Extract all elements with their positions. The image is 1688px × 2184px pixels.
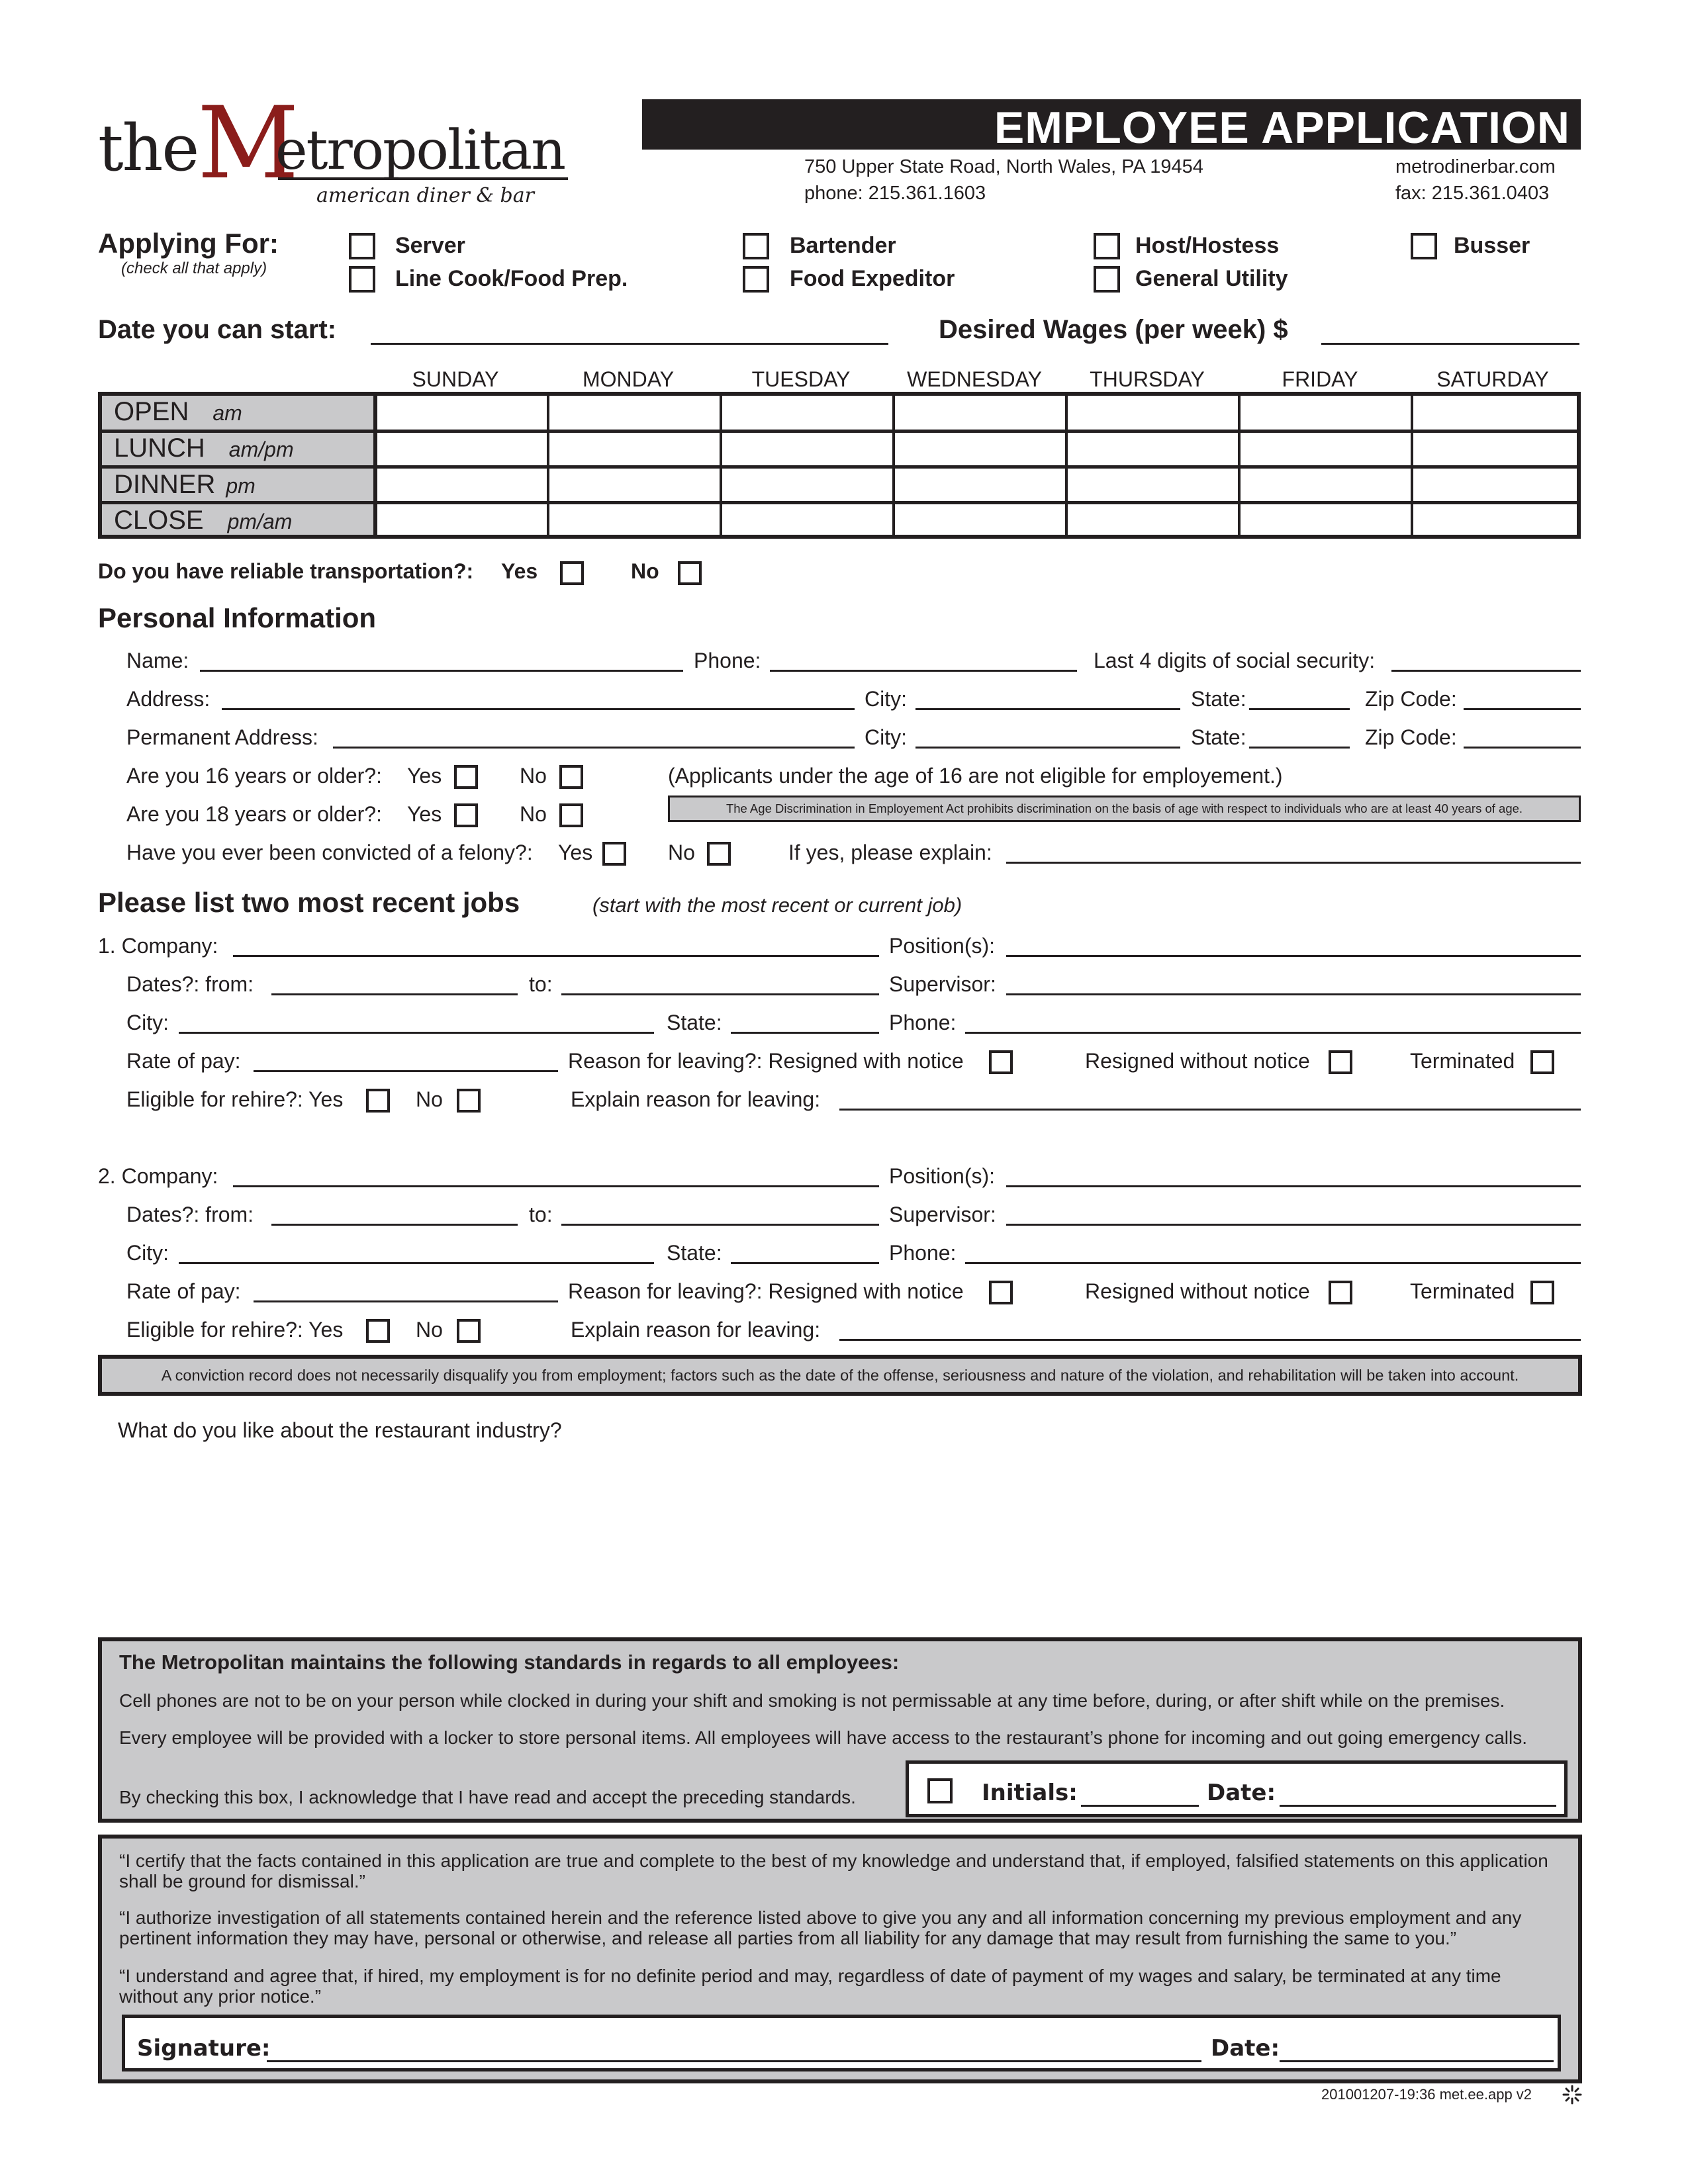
city-label: City:: [865, 687, 907, 711]
job2-reason-label: Reason for leaving?: Resigned with notice: [568, 1279, 964, 1303]
transport-yes-checkbox[interactable]: [560, 561, 584, 585]
grid-line: [1065, 396, 1068, 535]
job2-position-label: Position(s):: [889, 1164, 996, 1188]
transport-question: Do you have reliable transportation?:: [98, 559, 474, 583]
footer-version: 201001207-19:36 met.ee.app v2: [1321, 2086, 1532, 2103]
job2-rate-label: Rate of pay:: [126, 1279, 241, 1303]
grid-line: [892, 396, 895, 535]
job1-supervisor-field[interactable]: [1006, 993, 1581, 995]
felony-yes-label: Yes: [558, 841, 593, 864]
shift-lunch: LUNCH am/pm: [114, 433, 294, 463]
age18-yes-checkbox[interactable]: [454, 803, 478, 827]
job2-company-field[interactable]: [233, 1185, 879, 1187]
logo-tagline: american diner & bar: [316, 184, 534, 207]
job1-to-label: to:: [529, 972, 553, 996]
job1-with-notice-checkbox[interactable]: [989, 1050, 1013, 1074]
age16-no-checkbox[interactable]: [559, 765, 583, 789]
shift-open: OPEN am: [114, 397, 242, 426]
under16-note: (Applicants under the age of 16 are not eligible for employement.): [668, 764, 1283, 788]
industry-answer-area[interactable]: [118, 1449, 1581, 1615]
felony-explain-label: If yes, please explain:: [788, 841, 992, 864]
job1-rehire-no-label: No: [416, 1087, 443, 1111]
job2-without-notice-checkbox[interactable]: [1329, 1281, 1352, 1304]
title-bar: [642, 99, 1581, 153]
certify-box: [98, 1835, 1582, 2083]
age18-yes-label: Yes: [407, 802, 442, 826]
age16-no-label: No: [520, 764, 547, 788]
day-friday: FRIDAY: [1282, 367, 1358, 391]
standards-p2: Every employee will be provided with a locker to store personal items. All employees will have access to the restaurant’s phone for incoming and out going emergency calls.: [119, 1727, 1528, 1748]
age16-yes-label: Yes: [407, 764, 442, 788]
job2-supervisor-field[interactable]: [1006, 1224, 1581, 1226]
general-utility-checkbox[interactable]: [1094, 266, 1120, 293]
felony-explain-field[interactable]: [1006, 862, 1581, 864]
job1-explain-label: Explain reason for leaving:: [571, 1087, 821, 1111]
phone-field[interactable]: [770, 670, 1077, 672]
jobs-heading: Please list two most recent jobs: [98, 887, 520, 918]
line-cook-checkbox[interactable]: [349, 266, 375, 293]
busser-label: Busser: [1454, 233, 1530, 258]
job2-city-field[interactable]: [179, 1262, 654, 1264]
job1-to-field[interactable]: [561, 993, 879, 995]
age18-no-label: No: [520, 802, 547, 826]
job1-company-field[interactable]: [233, 955, 879, 957]
day-saturday: SATURDAY: [1436, 367, 1549, 391]
job1-city-label: City:: [126, 1011, 169, 1034]
grid-line: [1238, 396, 1241, 535]
job1-position-field[interactable]: [1006, 955, 1581, 957]
grid-line: [102, 430, 1577, 433]
day-thursday: THURSDAY: [1090, 367, 1205, 391]
industry-question: What do you like about the restaurant industry?: [118, 1418, 562, 1442]
job2-explain-field[interactable]: [839, 1339, 1581, 1341]
restaurant-phone: phone: 215.361.1603: [804, 183, 986, 204]
age16-yes-checkbox[interactable]: [454, 765, 478, 789]
job1-rehire-yes-checkbox[interactable]: [366, 1089, 390, 1113]
job2-phone-field[interactable]: [965, 1262, 1581, 1264]
perm-city-field[interactable]: [915, 747, 1180, 749]
name-label: Name:: [126, 649, 189, 672]
start-date-label: Date you can start:: [98, 315, 337, 344]
address-label: Address:: [126, 687, 211, 711]
shift-close: CLOSE pm/am: [114, 506, 293, 535]
perm-city-label: City:: [865, 725, 907, 749]
job2-rehire-no-checkbox[interactable]: [457, 1319, 481, 1343]
logo-underline: [278, 177, 568, 180]
job1-phone-field[interactable]: [965, 1032, 1581, 1034]
age18-question: Are you 18 years or older?:: [126, 802, 382, 826]
initials-label: Initials:: [982, 1780, 1078, 1806]
spark-icon: [1562, 2085, 1582, 2105]
ssn-field[interactable]: [1391, 670, 1581, 672]
signature-box: [122, 2015, 1561, 2071]
age18-no-checkbox[interactable]: [559, 803, 583, 827]
felony-no-label: No: [668, 841, 695, 864]
standards-date-label: Date:: [1207, 1780, 1276, 1806]
grid-line: [720, 396, 722, 535]
perm-state-label: State:: [1191, 725, 1246, 749]
signature-field[interactable]: [267, 2060, 1201, 2062]
standards-heading: The Metropolitan maintains the following standards in regards to all employees:: [119, 1651, 900, 1674]
perm-address-label: Permanent Address:: [126, 725, 318, 749]
restaurant-website: metrodinerbar.com: [1395, 156, 1556, 177]
certify-p2: “I authorize investigation of all statements contained herein and the reference listed above to give you any and all information concerning my previous employment and any pertinent information they may have, personal or otherwise, and release all parties from all liability for any damage that may result from furnishing the same to you.”: [119, 1907, 1522, 1948]
signature-date-label: Date:: [1211, 2035, 1280, 2062]
job1-from-field[interactable]: [271, 993, 518, 995]
job1-supervisor-label: Supervisor:: [889, 972, 996, 996]
applying-for-label: Applying For:: [98, 228, 279, 259]
perm-zip-field[interactable]: [1464, 747, 1581, 749]
schedule-grid: [98, 392, 1581, 539]
general-utility-label: General Utility: [1135, 266, 1288, 291]
job1-phone-label: Phone:: [889, 1011, 957, 1034]
certify-p3: “I understand and agree that, if hired, my employment is for no definite period and may, regardless of date of payment of my wages and salary, be terminated at any time without any prior notice.”: [119, 1966, 1501, 2007]
start-date-field[interactable]: [371, 343, 888, 345]
ssn-label: Last 4 digits of social security:: [1094, 649, 1376, 672]
grid-line: [102, 465, 1577, 469]
logo-m: M: [197, 86, 299, 201]
signature-label: Signature:: [137, 2035, 271, 2062]
job2-state-label: State:: [667, 1241, 722, 1265]
job2-phone-label: Phone:: [889, 1241, 957, 1265]
initials-field[interactable]: [1081, 1805, 1199, 1807]
job2-from-field[interactable]: [271, 1224, 518, 1226]
felony-question: Have you ever been convicted of a felony?:: [126, 841, 533, 864]
job1-dates-label: Dates?: from:: [126, 972, 254, 996]
perm-address-field[interactable]: [333, 747, 855, 749]
page-title: EMPLOYEE APPLICATION: [994, 103, 1570, 153]
job1-rate-field[interactable]: [254, 1070, 558, 1072]
bartender-checkbox[interactable]: [743, 233, 769, 259]
host-checkbox[interactable]: [1094, 233, 1120, 259]
busser-checkbox[interactable]: [1411, 233, 1437, 259]
restaurant-fax: fax: 215.361.0403: [1395, 183, 1550, 204]
day-sunday: SUNDAY: [412, 367, 499, 391]
job2-company-label: 2. Company:: [98, 1164, 218, 1188]
job1-company-label: 1. Company:: [98, 934, 218, 958]
job1-without-notice-checkbox[interactable]: [1329, 1050, 1352, 1074]
bartender-label: Bartender: [790, 233, 896, 258]
job1-state-field[interactable]: [731, 1032, 879, 1034]
job2-terminated-label: Terminated: [1410, 1279, 1515, 1303]
acknowledge-box: [906, 1760, 1568, 1817]
transport-yes-label: Yes: [501, 559, 538, 583]
address-field[interactable]: [222, 708, 855, 710]
job1-without-notice-label: Resigned without notice: [1085, 1049, 1310, 1073]
job2-to-label: to:: [529, 1203, 553, 1226]
phone-label: Phone:: [694, 649, 761, 672]
jobs-subheading: (start with the most recent or current job): [592, 893, 962, 917]
job1-city-field[interactable]: [179, 1032, 654, 1034]
day-monday: MONDAY: [582, 367, 675, 391]
conviction-note: A conviction record does not necessarily disqualify you from employment; factors such as the date of the offense, seriousness and nature of the violation, and rehabilitation will be taken into account.: [98, 1355, 1582, 1396]
job2-dates-label: Dates?: from:: [126, 1203, 254, 1226]
job1-position-label: Position(s):: [889, 934, 996, 958]
perm-zip-label: Zip Code:: [1365, 725, 1457, 749]
job1-rehire-label: Eligible for rehire?: Yes: [126, 1087, 344, 1111]
acknowledge-checkbox[interactable]: [927, 1778, 953, 1803]
job2-rehire-label: Eligible for rehire?: Yes: [126, 1318, 344, 1342]
day-tuesday: TUESDAY: [751, 367, 851, 391]
job2-rate-field[interactable]: [254, 1300, 558, 1302]
standards-box: [98, 1637, 1582, 1823]
job2-without-notice-label: Resigned without notice: [1085, 1279, 1310, 1303]
day-wednesday: WEDNESDAY: [907, 367, 1042, 391]
job2-city-label: City:: [126, 1241, 169, 1265]
server-checkbox[interactable]: [349, 233, 375, 259]
certify-p1: “I certify that the facts contained in this application are true and complete to the best of my knowledge and understand that, if employed, falsified statements on this application shall be ground for dismissal.”: [119, 1850, 1548, 1891]
job1-state-label: State:: [667, 1011, 722, 1034]
host-label: Host/Hostess: [1135, 233, 1280, 258]
logo-etropolitan: etropolitan: [275, 119, 565, 182]
restaurant-address: 750 Upper State Road, North Wales, PA 19454: [804, 156, 1203, 177]
job1-terminated-checkbox[interactable]: [1530, 1050, 1554, 1074]
job1-rate-label: Rate of pay:: [126, 1049, 241, 1073]
job1-terminated-label: Terminated: [1410, 1049, 1515, 1073]
desired-wages-field[interactable]: [1321, 343, 1579, 345]
job2-to-field[interactable]: [561, 1224, 879, 1226]
job2-rehire-no-label: No: [416, 1318, 443, 1342]
perm-state-field[interactable]: [1249, 747, 1350, 749]
standards-date-field[interactable]: [1280, 1805, 1556, 1807]
standards-p1: Cell phones are not to be on your person while clocked in during your shift and smoking is not permissable at any time before, during, or after shift while on the premises.: [119, 1690, 1505, 1711]
grid-line: [102, 501, 1577, 504]
signature-date-field[interactable]: [1280, 2060, 1554, 2062]
grid-line: [547, 396, 549, 535]
job2-supervisor-label: Supervisor:: [889, 1203, 996, 1226]
city-field[interactable]: [915, 708, 1180, 710]
name-field[interactable]: [200, 670, 683, 672]
logo-the: the: [98, 111, 199, 185]
job2-position-field[interactable]: [1006, 1185, 1581, 1187]
zip-field[interactable]: [1464, 708, 1581, 710]
state-field[interactable]: [1249, 708, 1350, 710]
applying-for-hint: (check all that apply): [121, 259, 267, 277]
age-discrimination-note: The Age Discrimination in Employement Act prohibits discrimination on the basis of age with respect to individuals who are at least 40 years of age.: [668, 796, 1581, 822]
server-label: Server: [395, 233, 465, 258]
age16-question: Are you 16 years or older?:: [126, 764, 382, 788]
desired-wages-label: Desired Wages (per week) $: [939, 315, 1288, 344]
felony-yes-checkbox[interactable]: [602, 842, 626, 866]
logo: [98, 86, 575, 212]
job2-rehire-yes-checkbox[interactable]: [366, 1319, 390, 1343]
felony-no-checkbox[interactable]: [707, 842, 731, 866]
job1-rehire-no-checkbox[interactable]: [457, 1089, 481, 1113]
job1-explain-field[interactable]: [839, 1109, 1581, 1111]
shift-dinner: DINNER pm: [114, 470, 256, 499]
job2-explain-label: Explain reason for leaving:: [571, 1318, 821, 1342]
job1-reason-label: Reason for leaving?: Resigned with notice: [568, 1049, 964, 1073]
job2-terminated-checkbox[interactable]: [1530, 1281, 1554, 1304]
standards-p3: By checking this box, I acknowledge that I have read and accept the preceding standards.: [119, 1787, 856, 1807]
transport-no-checkbox[interactable]: [678, 561, 702, 585]
grid-line: [1411, 396, 1413, 535]
job2-state-field[interactable]: [731, 1262, 879, 1264]
personal-heading: Personal Information: [98, 602, 377, 633]
line-cook-label: Line Cook/Food Prep.: [395, 266, 628, 291]
food-expeditor-checkbox[interactable]: [743, 266, 769, 293]
state-label: State:: [1191, 687, 1246, 711]
food-expeditor-label: Food Expeditor: [790, 266, 955, 291]
job2-with-notice-checkbox[interactable]: [989, 1281, 1013, 1304]
zip-label: Zip Code:: [1365, 687, 1457, 711]
transport-no-label: No: [631, 559, 659, 583]
